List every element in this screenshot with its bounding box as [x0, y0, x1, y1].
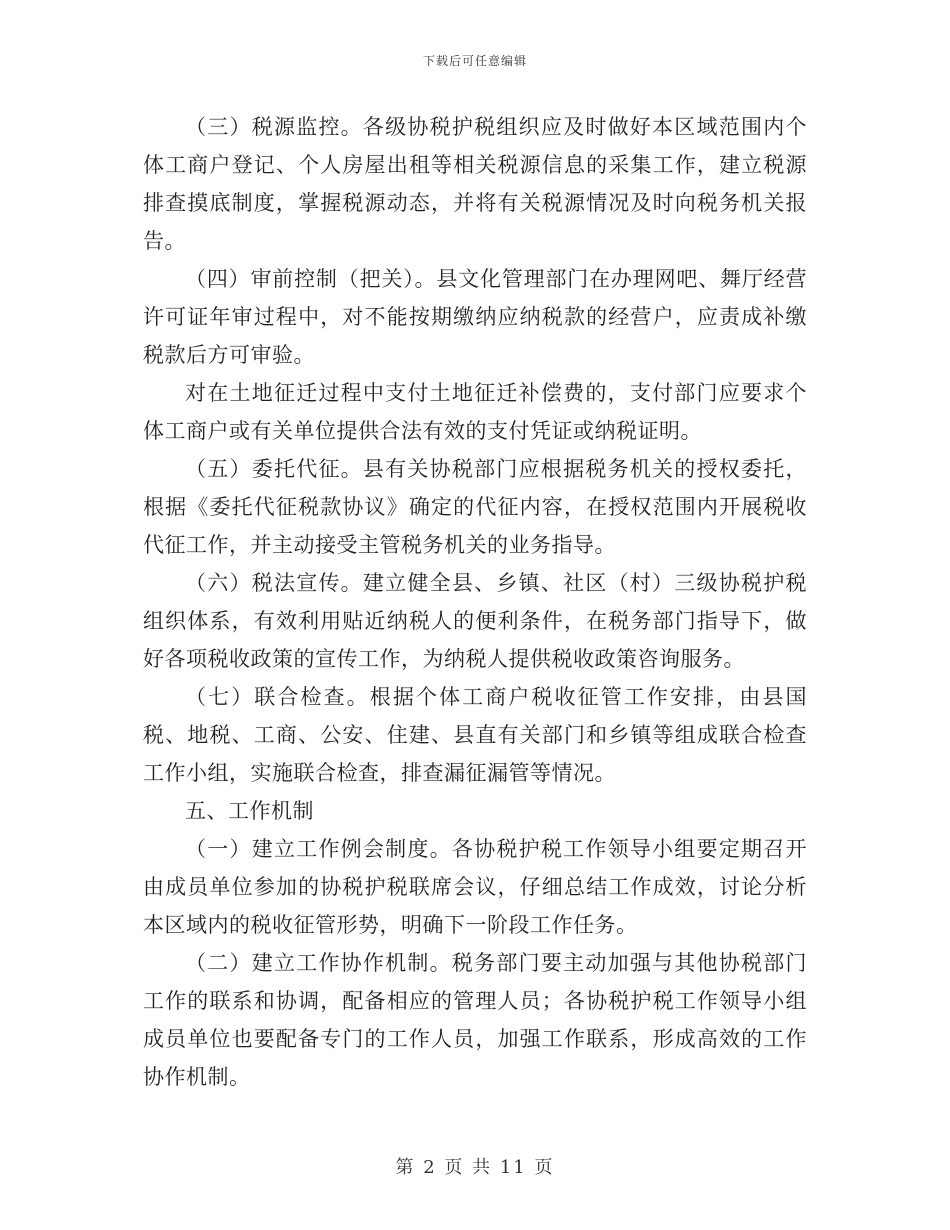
paragraph-land-compensation: 对在土地征迁过程中支付土地征迁补偿费的，支付部门应要求个体工商户或有关单位提供合法有效的支付凭证或纳税证明。: [143, 381, 807, 443]
paragraph-entrusted-collection: （五）委托代征。县有关协税部门应根据税务机关的授权委托，根据《委托代征税款协议》确定的代征内容，在授权范围内开展税收代征工作，并主动接受主管税务机关的业务指导。: [143, 457, 807, 557]
document-body: [143, 108, 807, 1096]
page-number-footer: 第 2 页 共 11 页: [395, 1157, 555, 1178]
paragraph-coordination-mechanism: （二）建立工作协作机制。税务部门要主动加强与其他协税部门工作的联系和协调，配备相应的管理人员；各协税护税工作领导小组成员单位也要配备专门的工作人员，加强工作联系，形成高效的工作协作机制。: [143, 951, 807, 1089]
paragraph-regular-meeting: （一）建立工作例会制度。各协税护税工作领导小组要定期召开由成员单位参加的协税护税联席会议，仔细总结工作成效，讨论分析本区域内的税收征管形势，明确下一阶段工作任务。: [143, 837, 807, 937]
paragraph-pre-review-control: （四）审前控制（把关）。县文化管理部门在办理网吧、舞厅经营许可证年审过程中，对不能按期缴纳应纳税款的经营户，应责成补缴税款后方可审验。: [143, 267, 807, 367]
paragraph-tax-source-monitoring: （三）税源监控。各级协税护税组织应及时做好本区域范围内个体工商户登记、个人房屋出租等相关税源信息的采集工作，建立税源排查摸底制度，掌握税源动态，并将有关税源情况及时向税务机关报告。: [143, 115, 807, 253]
paragraph-tax-law-publicity: （六）税法宣传。建立健全县、乡镇、社区（村）三级协税护税组织体系，有效利用贴近纳税人的便利条件，在税务部门指导下，做好各项税收政策的宣传工作，为纳税人提供税收政策咨询服务。: [143, 571, 807, 671]
page-header-note: 下载后可任意编辑: [422, 54, 527, 68]
section-heading-work-mechanism: 五、工作机制: [185, 799, 314, 823]
paragraph-joint-inspection: （七）联合检查。根据个体工商户税收征管工作安排，由县国税、地税、工商、公安、住建、县直有关部门和乡镇等组成联合检查工作小组，实施联合检查，排查漏征漏管等情况。: [143, 685, 807, 785]
